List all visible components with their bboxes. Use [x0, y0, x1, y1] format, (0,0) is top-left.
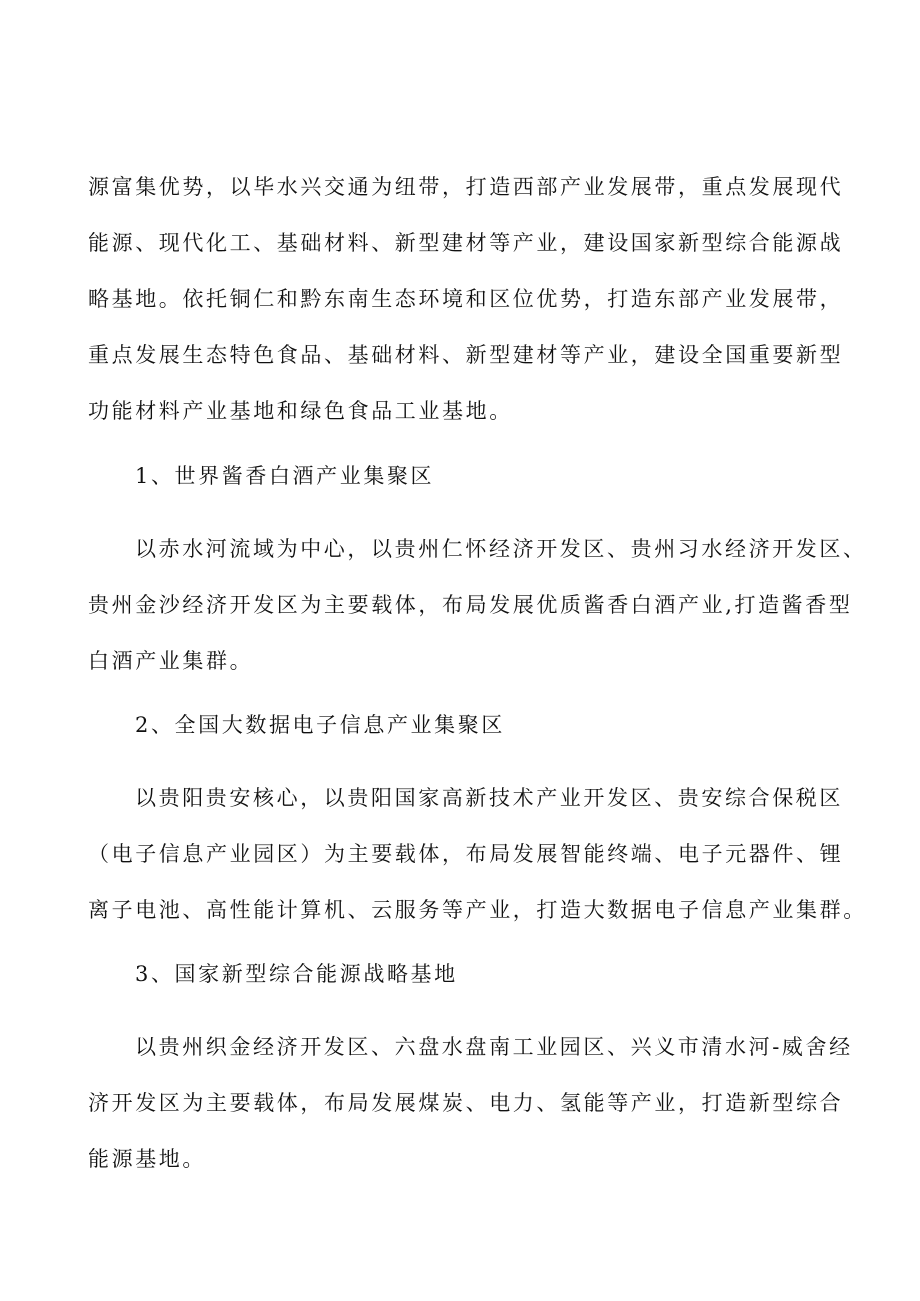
body-text-line: 源富集优势，以毕水兴交通为纽带，打造西部产业发展带，重点发展现代: [88, 175, 844, 199]
body-text-line: 略基地。依托铜仁和黔东南生态环境和区位优势，打造东部产业发展带，: [88, 287, 844, 311]
body-text-line: （电子信息产业园区）为主要载体，布局发展智能终端、电子元器件、锂: [88, 842, 844, 866]
body-text-line: 以贵州织金经济开发区、六盘水盘南工业园区、兴义市清水河-威舍经: [135, 1035, 853, 1059]
section-heading-1: 1、世界酱香白酒产业集聚区: [135, 464, 435, 488]
body-text-line: 济开发区为主要载体，布局发展煤炭、电力、氢能等产业，打造新型综合: [88, 1091, 844, 1115]
section-heading-2: 2、全国大数据电子信息产业集聚区: [135, 713, 505, 737]
body-text-line: 贵州金沙经济开发区为主要载体，布局发展优质酱香白酒产业,打造酱香型: [88, 593, 853, 617]
body-text-line: 以贵阳贵安核心，以贵阳国家高新技术产业开发区、贵安综合保税区: [135, 786, 843, 810]
body-text-line: 白酒产业集群。: [88, 649, 254, 673]
body-text-line: 以赤水河流域为中心，以贵州仁怀经济开发区、贵州习水经济开发区、: [135, 537, 867, 561]
body-text-line: 能源、现代化工、基础材料、新型建材等产业，建设国家新型综合能源战: [88, 231, 844, 255]
body-text-line: 重点发展生态特色食品、基础材料、新型建材等产业，建设全国重要新型: [88, 343, 844, 367]
section-heading-3: 3、国家新型综合能源战略基地: [135, 962, 458, 986]
body-text-line: 能源基地。: [88, 1147, 206, 1171]
body-text-line: 功能材料产业基地和绿色食品工业基地。: [88, 399, 513, 423]
body-text-line: 离子电池、高性能计算机、云服务等产业，打造大数据电子信息产业集群。: [88, 898, 867, 922]
